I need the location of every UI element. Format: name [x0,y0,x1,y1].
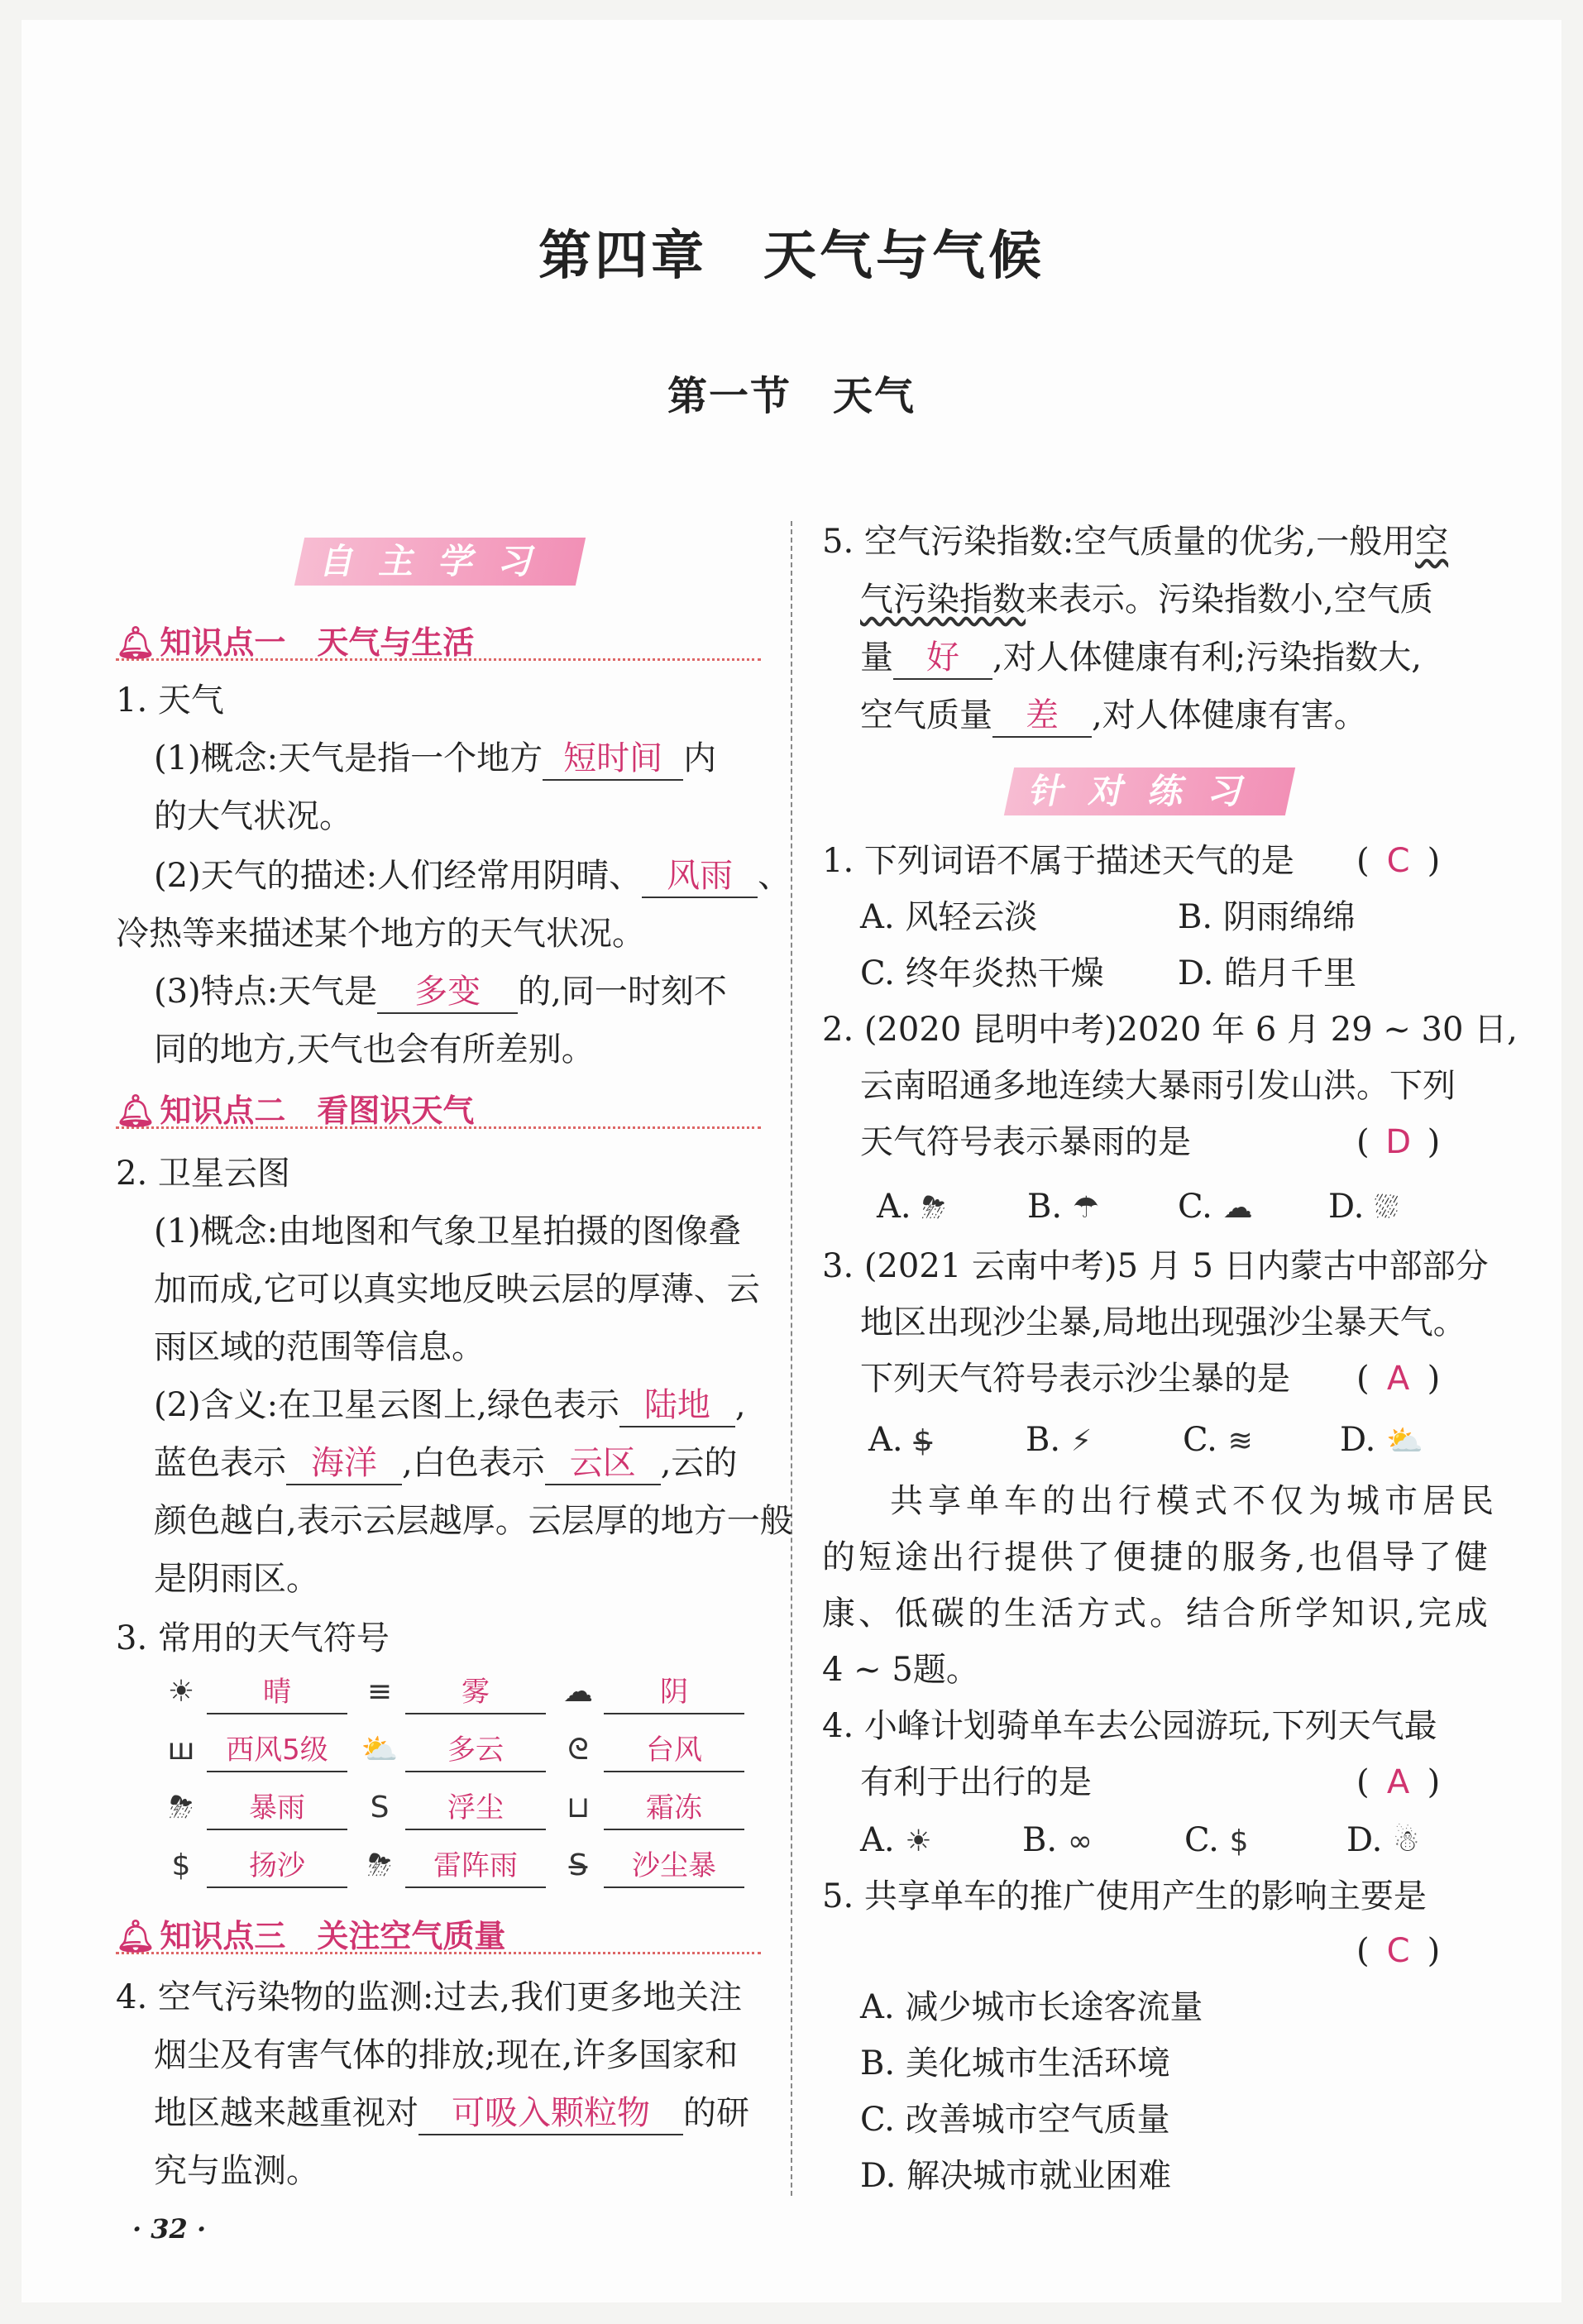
symbol-answer: 西风5级 [207,1729,347,1772]
p2-options [877,1183,1456,1232]
left-q2-2 [154,1381,746,1429]
p1-option-b: B. 阴雨绵绵 [1178,898,1356,936]
text: 的研 [683,2094,749,2132]
text: 量 [860,638,893,677]
text: 的,同一时刻不 [518,973,727,1011]
right-q5a [822,518,1448,566]
kp2-label: 知识点二 看图识天气 [160,1093,475,1129]
wavy-term: 气污染指数 [860,581,1026,619]
kp3-label: 知识点三 关注空气质量 [160,1918,506,1954]
p2-answer: D [1385,1123,1412,1161]
column-divider [791,521,792,2196]
p1-answer-bracket: ( C ) [1356,837,1440,885]
passage-line-2: 的短途出行提供了便捷的服务,也倡导了健 [822,1538,1491,1576]
text: ,白色表示 [402,1444,545,1482]
dust-icon: S [370,1791,390,1824]
wind-icon: ш [167,1733,195,1767]
p1-option-a: A. 风轻云淡 [860,898,1038,936]
p5-option-a: A. 减少城市长途客流量 [860,1988,1203,2026]
sandstorm-icon: S̶ [568,1848,588,1882]
left-q1-3 [154,968,727,1016]
label: A. [877,1188,911,1226]
p4-option-c [1184,1816,1346,1866]
symbol-answer: 多云 [405,1729,546,1772]
weather-symbol-cell [361,1669,559,1719]
p3-option-a [868,1416,1026,1466]
weather-symbol-cell [361,1843,559,1892]
p4-answer: A [1386,1763,1410,1801]
p2-stem-b: 云南昭通多地连续大暴雨引发山洪。下列 [860,1067,1456,1105]
typhoon-icon: ᘓ [567,1733,589,1767]
left-q4a: 4. 空气污染物的监测:过去,我们更多地关注 [116,1978,743,2016]
weather-symbol-cell [162,1669,361,1719]
text: 、 [758,857,792,895]
chapter-title: 第四章 天气与气候 [538,226,1045,287]
label: B. [1022,1821,1058,1859]
label: D. [1340,1421,1376,1459]
p3-answer-bracket: ( A ) [1356,1355,1440,1403]
label: C. [1178,1188,1212,1226]
sleet-icon: ☃ [1393,1824,1420,1858]
right-q5c [860,634,1422,681]
p4-stem-a: 4. 小峰计划骑单车去公园游玩,下列天气最 [822,1707,1437,1745]
wavy-term: 空 [1415,523,1449,561]
text: ,对人体健康有利;污染指数大, [992,638,1422,677]
haze-icon: ∞ [1067,1824,1093,1858]
p5-answer: C [1386,1932,1410,1970]
text: 地区越来越重视对 [154,2094,418,2132]
left-q1-2 [154,852,791,900]
left-q1: 1. 天气 [116,681,224,720]
label: C. [1184,1821,1219,1859]
p1-stem: 1. 下列词语不属于描述天气的是 [822,842,1294,880]
p4-answer-bracket: ( A ) [1356,1758,1440,1806]
bell-icon: 🔔︎ [116,1918,156,1954]
kp1-header [116,617,761,661]
page-number: · 32 · [132,2213,207,2245]
symbol-answer: 雾 [405,1671,546,1714]
cloud-icon: ☁ [1222,1191,1253,1225]
p5-option-d: D. 解决城市就业困难 [860,2157,1172,2195]
kp1-label: 知识点一 天气与生活 [160,624,475,661]
text: ,云的 [660,1444,738,1482]
left-q2: 2. 卫星云图 [116,1155,290,1193]
frost-icon: ⊔ [566,1791,591,1824]
symbol-answer: 暴雨 [207,1787,347,1830]
left-q4e: 究与监测。 [154,2152,319,2190]
weather-symbol-cell [559,1785,758,1834]
p3-option-d [1340,1416,1447,1466]
text: ,对人体健康有害。 [1092,696,1367,734]
weather-symbol-cell [559,1727,758,1776]
cloud-icon: ☁ [563,1675,593,1709]
p2-stem-c: 天气符号表示暴雨的是 [860,1123,1191,1161]
label: B. [1026,1421,1061,1459]
practice-banner: 针对练习 [1004,767,1295,815]
p3-stem-a: 3. (2021 云南中考)5 月 5 日内蒙古中部部分 [822,1247,1489,1285]
weather-symbol-cell [361,1727,559,1776]
partly-cloudy-icon: ⛅ [1386,1424,1423,1458]
p4-option-d [1346,1816,1446,1866]
self-study-banner: 自主学习 [294,538,586,586]
text: 内 [683,739,717,777]
blowing-sand-icon: $ [1229,1824,1249,1858]
text: (1)概念:天气是指一个地方 [154,739,543,777]
fog-icon: ≡ [366,1675,393,1709]
left-q4c [154,2089,749,2137]
passage-line-1: 共享单车的出行模式不仅为城市居民 [890,1482,1499,1520]
label: A. [860,1821,895,1859]
left-q2-2f: 颜色越白,表示云层越厚。云层厚的地方一般 [154,1502,793,1540]
symbol-answer: 霜冻 [604,1787,744,1830]
blowing-sand-icon: $ [171,1848,191,1882]
symbol-answer: 扬沙 [207,1845,347,1888]
kp3-header [116,1910,761,1954]
p3-answer: A [1386,1360,1410,1398]
p2-option-c [1178,1183,1328,1232]
sandstorm-icon: $̶ [913,1424,933,1458]
symbol-answer: 台风 [604,1729,744,1772]
p2-stem-a: 2. (2020 昆明中考)2020 年 6 月 29 ~ 30 日, [822,1011,1518,1049]
passage-line-4: 4 ~ 5题。 [822,1651,979,1689]
answer-short-time: 短时间 [543,738,683,781]
weather-symbol-cell [559,1843,758,1892]
p2-option-b [1027,1183,1178,1232]
weather-symbol-cell [559,1669,758,1719]
text: (2)含义:在卫星云图上,绿色表示 [154,1386,619,1424]
fog-icon: ≋ [1227,1424,1253,1458]
left-q1-1c: 的大气状况。 [154,797,352,835]
right-q5e [860,691,1367,739]
symbol-answer: 浮尘 [405,1787,546,1830]
answer-changeable: 多变 [377,971,518,1014]
p5-stem: 5. 共享单车的推广使用产生的影响主要是 [822,1877,1427,1915]
p2-option-a [877,1183,1027,1232]
text: 蓝色表示 [154,1444,286,1482]
p4-option-a [860,1816,1022,1866]
answer-poor: 差 [992,695,1092,738]
left-q2-1c: 雨区域的范围等信息。 [154,1328,485,1366]
thunder-cloud-icon: ⛈ [921,1191,946,1225]
symbol-answer: 沙尘暴 [604,1845,744,1888]
kp2-header [116,1085,761,1129]
p3-stem-b: 地区出现沙尘暴,局地出现强沙尘暴天气。 [860,1303,1466,1341]
partly-cloudy-icon: ⛅ [361,1733,399,1767]
p3-option-b [1026,1416,1183,1466]
thunderstorm-icon: ⛈ [367,1848,392,1882]
p4-stem-b: 有利于出行的是 [860,1763,1092,1801]
answer-wind-rain: 风雨 [642,855,758,898]
p1-answer: C [1386,842,1410,880]
weather-symbol-cell [361,1785,559,1834]
p3-option-c [1183,1416,1340,1466]
answer-particulates: 可吸入颗粒物 [418,2092,683,2135]
left-q1-1 [154,734,716,782]
p4-options [860,1816,1456,1866]
p5-answer-bracket: ( C ) [1356,1927,1440,1975]
weather-symbol-cell [162,1785,361,1834]
answer-land: 陆地 [619,1384,735,1427]
left-q4b: 烟尘及有害气体的排放;现在,许多国家和 [154,2036,739,2074]
answer-good: 好 [893,637,992,680]
left-q1-3c: 同的地方,天气也会有所差别。 [154,1030,595,1069]
left-q1-2c: 冷热等来描述某个地方的天气状况。 [116,915,645,953]
symbol-answer: 雷阵雨 [405,1845,546,1888]
text: 5. 空气污染指数:空气质量的优劣,一般用 [822,523,1416,561]
label: D. [1346,1821,1383,1859]
left-q2-1a: (1)概念:由地图和气象卫星拍摄的图像叠 [154,1212,742,1250]
text: 空气质量 [860,696,992,734]
left-q3: 3. 常用的天气符号 [116,1619,390,1657]
sun-icon: ☀ [905,1824,932,1858]
left-q2-2b [154,1439,737,1487]
weather-symbol-cell [162,1843,361,1892]
p1-option-c: C. 终年炎热干燥 [860,954,1104,992]
p3-options [868,1416,1456,1466]
passage-line-3: 康、低碳的生活方式。结合所学知识,完成 [822,1595,1491,1633]
label: A. [868,1421,903,1459]
label: B. [1027,1188,1063,1226]
symbol-answer: 晴 [207,1671,347,1714]
p1-option-d: D. 皓月千里 [1178,954,1357,992]
answer-ocean: 海洋 [286,1442,402,1485]
sun-icon: ☀ [167,1675,195,1709]
bell-icon: 🔔︎ [116,624,156,661]
light-rain-icon: ☂ [1072,1191,1100,1225]
text: (3)特点:天气是 [154,973,378,1011]
right-q5b [860,576,1433,624]
p5-option-c: C. 改善城市空气质量 [860,2101,1170,2139]
weather-symbol-grid [162,1669,758,1901]
lightning-icon: ⚡ [1070,1424,1093,1458]
p2-option-d [1328,1183,1452,1232]
p3-stem-c: 下列天气符号表示沙尘暴的是 [860,1360,1290,1398]
symbol-answer: 阴 [604,1671,744,1714]
left-q2-2g: 是阴雨区。 [154,1560,319,1598]
rainstorm-icon: ⛈ [169,1791,194,1824]
text: 来表示。污染指数小,空气质 [1026,581,1433,619]
bell-icon: 🔔︎ [116,1093,156,1129]
text: , [734,1386,746,1424]
label: C. [1183,1421,1217,1459]
answer-cloud: 云区 [545,1442,661,1485]
section-title: 第一节 天气 [667,373,916,419]
p5-option-b: B. 美化城市生活环境 [860,2044,1170,2083]
rainstorm-icon: ⛆ [1375,1191,1399,1225]
left-q2-1b: 加而成,它可以真实地反映云层的厚薄、云 [154,1270,760,1308]
text: (2)天气的描述:人们经常用阴晴、 [154,857,643,895]
weather-symbol-cell [162,1727,361,1776]
p4-option-b [1022,1816,1184,1866]
p2-answer-bracket: ( D ) [1356,1118,1440,1166]
label: D. [1328,1188,1365,1226]
